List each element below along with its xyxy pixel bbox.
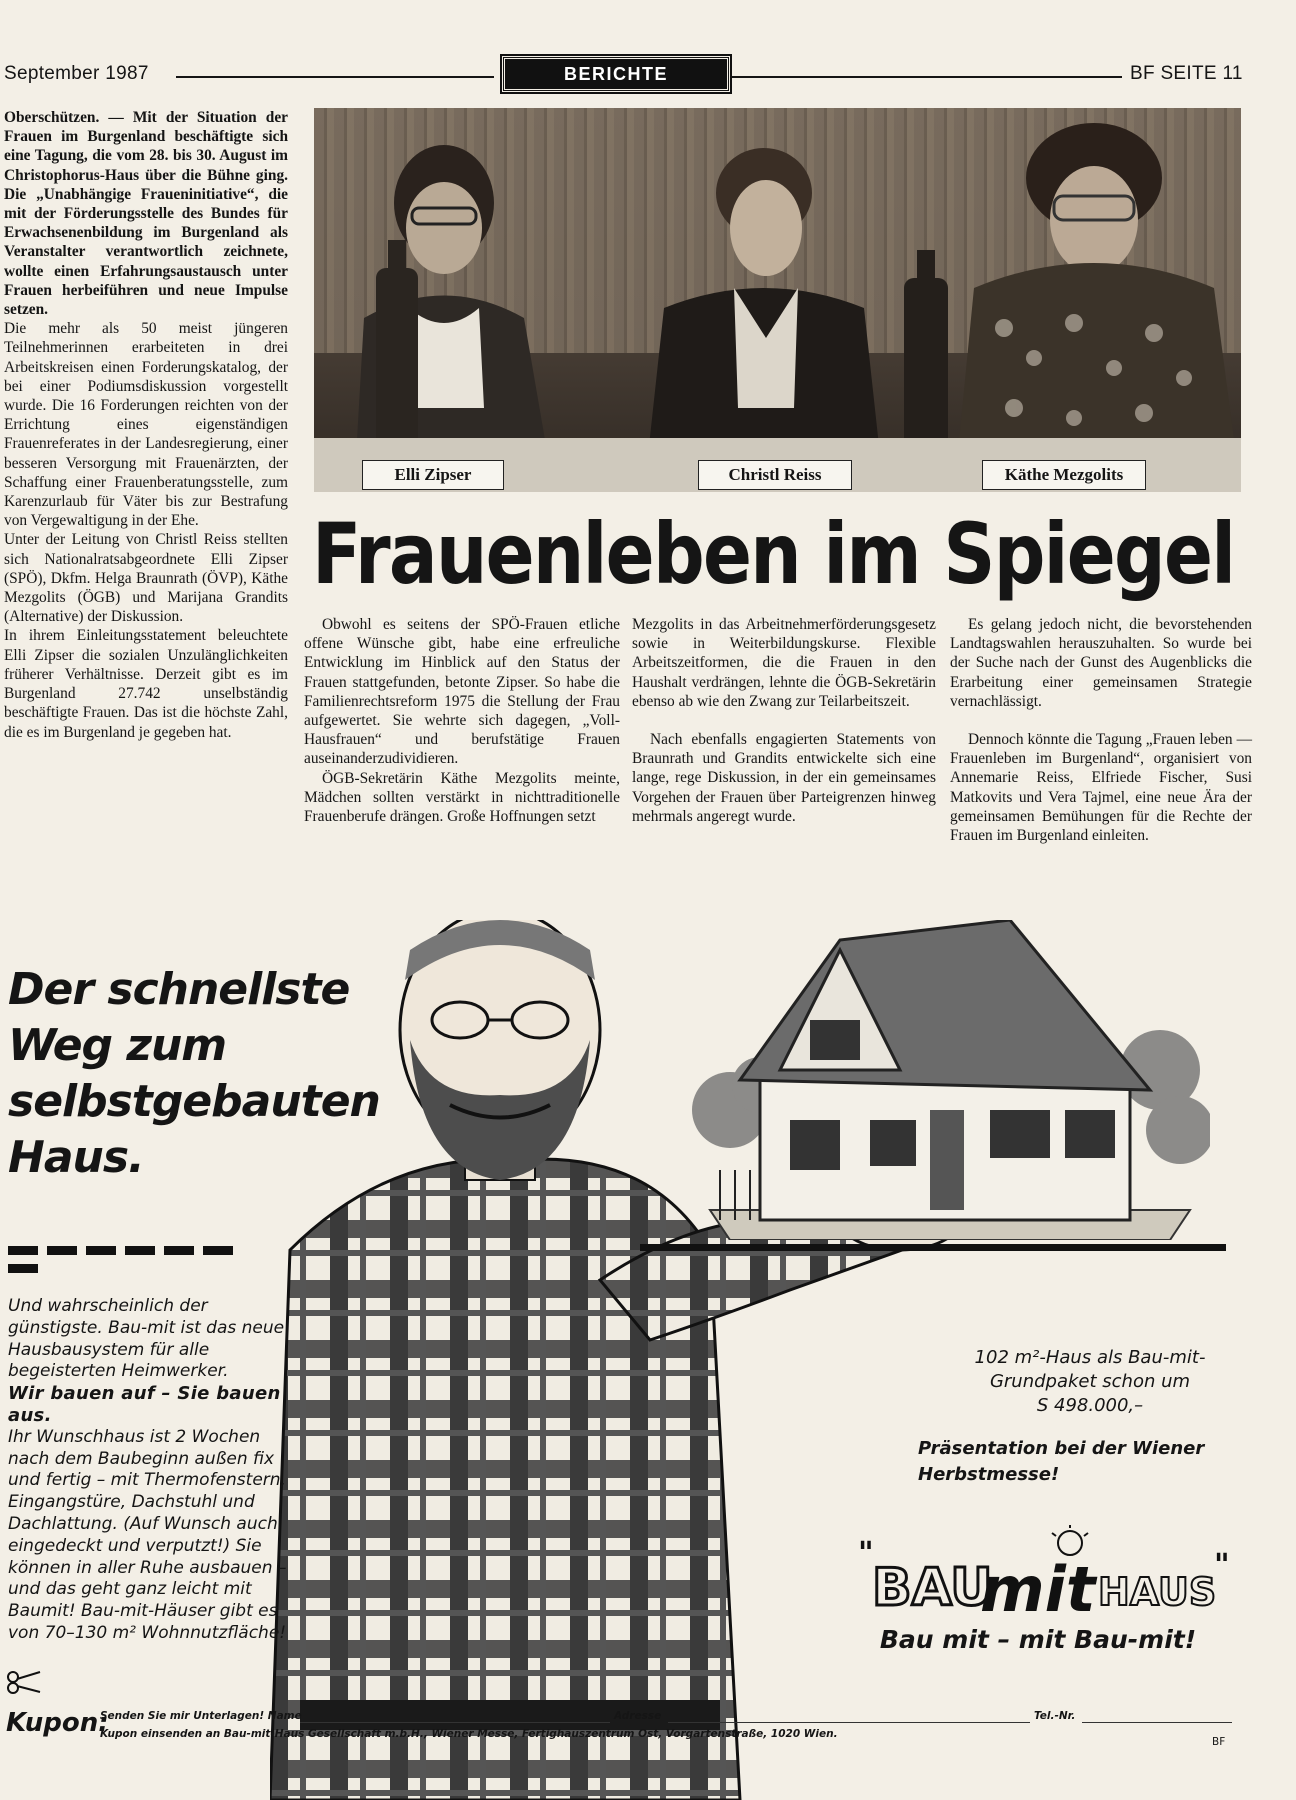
ad-tagline: Bau mit – mit Bau-mit!	[879, 1625, 1197, 1654]
svg-text:": "	[858, 1536, 874, 1571]
header-rule-right	[732, 76, 1122, 78]
ad-headline-line: selbstgebauten	[8, 1076, 380, 1127]
ad-slogan: Wir bauen auf – Sie bauen aus.	[8, 1383, 281, 1426]
article-paragraph: Obwohl es seitens der SPÖ-Frauen etliche offene Wünsche gibt, habe eine erfreuliche Entwicklung im Hinblick auf den Status der Frauen stattgefunden, betonte Zipser. So habe die Familienrechtsreform 1975 die Stellung der Frau aufgewertet. Sie wehrte sich dagegen, „Voll-Hausfrauen“ und berufstätige Frauen auseinanderzudividieren.	[304, 616, 620, 768]
ad-headline-line: Der schnellste	[8, 964, 350, 1015]
ad-headline-line: Weg zum	[8, 1020, 227, 1071]
ad-price-line: 102 m²-Haus als Bau-mit-	[974, 1347, 1206, 1368]
article-headline: Frauenleben im Spiegel	[312, 505, 1235, 603]
ad-dashed-rule	[8, 1242, 278, 1252]
coupon-phone-field[interactable]	[1082, 1722, 1232, 1723]
photo-caption-kaethe-mezgolits: Käthe Mezgolits	[982, 460, 1146, 490]
article-column-2	[304, 615, 620, 826]
ad-trade-fair-line: Herbstmesse!	[918, 1464, 1060, 1485]
article-paragraph: Es gelang jedoch nicht, die bevorstehenden Landtagswahlen herauszuhalten. So wurde bei der Suche nach der Gunst des Augenblicks die Erarbeitung einer gemeinsamen Strategie vernachlässigt.	[950, 616, 1252, 710]
article-column-3	[632, 615, 936, 826]
coupon-name-label: Senden Sie mir Unterlagen! Name	[100, 1710, 302, 1722]
logo-bau-text: BAU	[872, 1558, 993, 1618]
ad-trade-fair	[918, 1436, 1228, 1488]
article-paragraph: Nach ebenfalls engagierten Statements von Braunrath und Grandits entwickelte sich eine lange, rege Diskussion, in der ein gemeinsames Vorgehen der Frauen über Parteigrenzen hinweg mehrmals angeregt wurde.	[632, 731, 936, 825]
article-paragraph: In ihrem Einleitungsstatement beleuchtete Elli Zipser die sozialen Unzulänglichkeiten früherer Verhältnisse. Derzeit gibt es im Burgenland 27.742 unselbständig beschäftigte Frauen. Das ist die höchste Zahl, die es im Burgenland je gegeben hat.	[4, 627, 288, 741]
panelists-illustration	[314, 108, 1241, 492]
coupon-phone-label: Tel.-Nr.	[1034, 1710, 1076, 1722]
scissors-icon	[6, 1670, 42, 1694]
coupon-name-field[interactable]	[300, 1722, 610, 1723]
svg-text:": "	[1214, 1548, 1230, 1583]
article-column-4	[950, 615, 1252, 845]
article-paragraph: Mezgolits in das Arbeitnehmerförderungsgesetz sowie in Weiterbildungskurse. Flexible Arbeitszeitformen, die die Frauen in den Haushalt verdrängen, lehnte die ÖGB-Sekretärin ebenso ab wie den Zwang zur Teilarbeitszeit.	[632, 616, 936, 710]
article-paragraph: ÖGB-Sekretärin Käthe Mezgolits meinte, Mädchen sollten verstärkt in nichttraditionelle Frauenberufe drängen. Große Hoffnungen setzt	[304, 769, 620, 826]
ad-price-line: Grundpaket schon um	[989, 1371, 1191, 1392]
photo-caption-christl-reiss: Christl Reiss	[698, 460, 852, 490]
house-illustration	[690, 920, 1210, 1240]
coupon-address-instructions: Kupon einsenden an Bau-mit-Haus Gesellschaft m.b.H., Wiener Messe, Fertighauszentrum Ost, Vorgartenstraße, 1020 Wien.	[100, 1728, 838, 1740]
ad-intro: Und wahrscheinlich der günstigste. Bau-mit ist das neue Hausbausystem für alle begeisterten Heimwerker.	[8, 1296, 285, 1382]
page-number: BF SEITE 11	[1130, 63, 1243, 84]
coupon-label: Kupon:	[6, 1708, 109, 1738]
article-paragraph: Unter der Leitung von Christl Reiss stellten sich Nationalratsabgeordnete Elli Zipser (SPÖ), Dkfm. Helga Braunrath (ÖVP), Käthe Mezgolits (ÖGB) und Marijana Grandits (Alternative) der Diskussion.	[4, 531, 288, 626]
ad-description: Ihr Wunschhaus ist 2 Wochen nach dem Baubeginn außen fix und fertig – mit Thermofenstern, Eingangstüre, Dachstuhl und Dachlattung. (Auf Wunsch auch eingedeckt und verputzt!) Sie können in aller Ruhe ausbauen – und das geht ganz leicht mit Baumit! Bau-mit-Häuser gibt es von 70–130 m² Wohnnutzfläche!	[8, 1426, 287, 1643]
logo-haus-text: HAUS	[1098, 1570, 1217, 1614]
ad-body-text	[8, 1296, 290, 1645]
ad-price	[940, 1346, 1240, 1418]
photo-caption-elli-zipser: Elli Zipser	[362, 460, 504, 490]
ad-solid-rule	[640, 1244, 1226, 1251]
ad-price-line: S 498.000,–	[1036, 1395, 1144, 1416]
coupon-address-label: Adresse	[614, 1710, 662, 1722]
coupon-address-field[interactable]	[668, 1722, 1030, 1723]
article-paragraph: Dennoch könnte die Tagung „Frauen leben — Frauenleben im Burgenland“, organisiert von Annemarie Reiss, Elfriede Fischer, Susi Matkovits und Vera Tajmel, eine neue Ära der gemeinsamen Bemühungen für die Rechte der Frauen im Burgenland einleiten.	[950, 731, 1252, 845]
section-label: BERICHTE	[502, 56, 730, 92]
issue-date: September 1987	[4, 63, 149, 84]
baumithaus-logo	[852, 1525, 1242, 1625]
article-paragraph: Die mehr als 50 meist jüngeren Teilnehmerinnen erarbeiteten in drei Arbeitskreisen einen Forderungskatalog, der bei einer Podiumsdiskussion vorgestellt wurde. Die 16 Forderungen reichten von der Errichtung eines eigenständigen Frauenreferates in der Landesregierung, einer besseren Versorgung mit Frauenärzten, der Schaffung einer Frauenberatungsstelle, zum Karenzurlaub für Väter bis zur Bestrafung von Vergewaltigung in der Ehe.	[4, 320, 288, 530]
panel-photo	[314, 108, 1241, 492]
footer-mark: BF	[1212, 1736, 1226, 1748]
header-rule-left	[176, 76, 494, 78]
article-column-1	[4, 108, 288, 742]
logo-mit-text: mit	[980, 1553, 1096, 1625]
article-lead: Oberschützen. — Mit der Situation der Frauen im Burgenland beschäftigte sich eine Tagung, die vom 28. bis 30. August im Christophorus-Haus über die Bühne ging. Die „Unabhängige Fraueninitiative“, die mit der Förderungsstelle des Bundes für Erwachsenenbildung im Burgenland als Veranstalter verantwortlich zeichnete, wollte einen Erfahrungsaustausch unter Frauen herbeiführen und neue Impulse setzen.	[4, 109, 288, 319]
ad-trade-fair-line: Präsentation bei der Wiener	[918, 1438, 1205, 1459]
ad-headline-line: Haus.	[8, 1132, 144, 1183]
